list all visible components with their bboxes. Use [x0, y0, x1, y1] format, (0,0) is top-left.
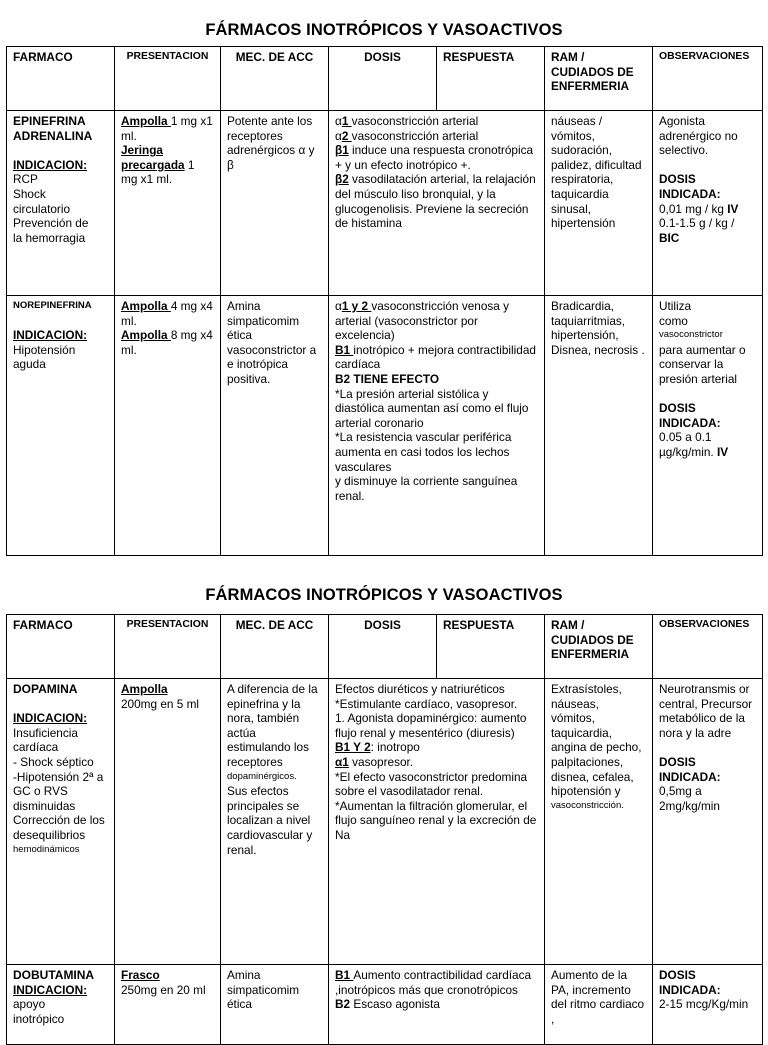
receptor-label: B1 [335, 968, 354, 982]
mechanism-cell [221, 679, 329, 965]
dosis-text: vasoconstricción venosa y arterial (vasoconstrictor por excelencia) [335, 299, 510, 343]
drug-cell-dobutamina [7, 965, 115, 1045]
presentation-cell [115, 965, 221, 1045]
dosis-cell [329, 965, 545, 1045]
dosis-cell [329, 679, 545, 965]
header-mec-acc: MEC. DE ACC [221, 615, 329, 679]
dosis-text: inotrópico + mejora contractibilidad cardíaca [335, 342, 536, 372]
drug-cell-epinefrina [7, 111, 115, 296]
ram-cell [545, 679, 653, 965]
indication-item: inotrópico [13, 1011, 65, 1026]
dosis-indicada-label: DOSIS INDICADA: [659, 968, 721, 997]
dosis-indicada-label: DOSIS INDICADA: [659, 401, 721, 430]
receptor-label: 1 [341, 114, 352, 128]
table-row [7, 965, 763, 1045]
drug-name: NOREPINEFRINA [13, 300, 92, 311]
table-header-row [7, 47, 763, 111]
receptor-label: 1 [342, 754, 349, 769]
indication-item: RCP [13, 172, 38, 187]
receptor-label: 2 [341, 128, 352, 143]
drug-cell-norepinefrina [7, 296, 115, 556]
receptor-label: β1 [335, 143, 349, 158]
table-row [7, 679, 763, 965]
indication-item: Corrección de los desequilibrios [13, 813, 105, 842]
receptor-label: B2 TIENE EFECTO [335, 371, 440, 386]
mechanism-cell: Amina simpaticomim ética [221, 965, 329, 1045]
table-row [7, 296, 763, 556]
dosis-text: *El efecto vasoconstrictor predomina sobre el vasodilatador renal. [335, 769, 528, 799]
mechanism-cell: Potente ante los receptores adrenérgicos α y β [221, 111, 329, 296]
dosis-cell [329, 296, 545, 556]
header-observaciones: OBSERVACIONES [653, 615, 763, 679]
observation-text: Agonista adrenérgico no selectivo. [659, 114, 738, 158]
drug-cell-dopamina [7, 679, 115, 965]
indication-item: Shock [13, 186, 46, 201]
dosis-indicada-label: DOSIS INDICADA: [659, 754, 721, 784]
mechanism-text: dopaminérgicos. [227, 770, 297, 782]
dosis-cell [329, 111, 545, 296]
alpha-symbol: α [335, 754, 343, 769]
receptor-label: B2 [335, 997, 354, 1012]
header-farmaco: FARMACO [7, 615, 115, 679]
dosis-text: *Aumentan la filtración glomerular, el flujo sanguíneo renal y la excreción de Na [335, 798, 537, 842]
drug-name: EPINEFRINA [13, 114, 86, 128]
indication-label: INDICACION: [13, 328, 88, 343]
dose-value: 0.1-1.5 g / kg / [659, 216, 735, 231]
indication-item: aguda [13, 357, 46, 372]
receptor-label: 1 y 2 [341, 299, 372, 313]
header-ram: RAM / CUDIADOS DE ENFERMERIA [545, 47, 653, 111]
indication-item: Insuficiencia cardíaca [13, 725, 78, 755]
observations-cell [653, 965, 763, 1045]
mechanism-cell: Amina simpaticomim ética vasoconstrictor a e inotrópica positiva. [221, 296, 329, 556]
presentation-cell [115, 111, 221, 296]
drug-table-2 [6, 614, 763, 1045]
indication-item: - Shock séptico [13, 754, 94, 769]
alpha-symbol: α [335, 128, 342, 143]
dosis-text: Aumento contractibilidad cardíaca ,inotrópicos más que cronotrópicos [335, 968, 532, 997]
presentation-text: 4 mg x4 ml. [121, 299, 213, 328]
dose-value: 0,01 mg / kg [659, 201, 728, 216]
ram-cell: Aumento de la PA, incremento del ritmo cardiaco , [545, 965, 653, 1045]
dosis-text: : inotropo [370, 740, 420, 755]
drug-name: DOBUTAMINA [13, 968, 95, 982]
header-respuesta: RESPUESTA [437, 615, 545, 679]
indication-item: -Hipotensión 2ª a GC o RVS disminuidas [13, 769, 104, 813]
dosis-text: *Estimulante cardíaco, vasopresor. [335, 696, 518, 711]
drug-table-1 [6, 46, 763, 556]
observation-text: vasoconstrictor [659, 329, 723, 341]
table-row [7, 111, 763, 296]
ram-cell: náuseas / vómitos, sudoración, palidez, dificultad respiratoria, taquicardia sinusal, hipertensión [545, 111, 653, 296]
observation-text: Neurotransmis or central, Precursor metabólico de la nora y la adre [659, 682, 753, 740]
dosis-text: 1. Agonista dopaminérgico: aumento flujo renal y mesentérico (diuresis) [335, 711, 527, 740]
dosis-text: Escaso agonista [353, 997, 440, 1012]
indication-item: Hipotensión [13, 342, 76, 357]
alpha-symbol: α [335, 299, 342, 313]
header-presentacion: PRESENTACION [115, 615, 221, 679]
dosis-text: induce una respuesta cronotrópica + y un efecto inotrópico +. [335, 143, 534, 172]
dosis-text: *La presión arterial sistólica y diastólica aumentan así como el flujo arterial coronario [335, 386, 529, 430]
presentation-text: 1 mg x1 ml. [121, 114, 213, 143]
indication-label: INDICACION: [13, 711, 88, 726]
header-dosis: DOSIS [329, 615, 437, 679]
dosis-text: vasopresor. [348, 754, 414, 769]
dosis-text: vasoconstricción arterial [351, 128, 479, 143]
dosis-text: y disminuye la corriente sanguínea renal. [335, 474, 518, 503]
header-ram: RAM / CUDIADOS DE ENFERMERIA [545, 615, 653, 679]
indication-item: apoyo [13, 997, 46, 1012]
indication-item: Prevención de [13, 216, 89, 231]
alpha-symbol: α [335, 114, 342, 128]
table-header-row [7, 615, 763, 679]
presentation-label: Ampolla [121, 299, 171, 313]
route-label: IV [727, 201, 739, 216]
indication-item: hemodinámicos [13, 843, 80, 855]
receptor-label: B1 Y 2 [335, 740, 371, 755]
mechanism-text: A diferencia de la epinefrina y la nora, también actúa estimulando los receptores [227, 682, 318, 769]
indication-label: INDICACION: [13, 157, 88, 172]
indication-item: la hemorragia [13, 230, 86, 245]
presentation-label: Frasco [121, 968, 160, 982]
dose-value: 2-15 mcg/Kg/min [659, 997, 749, 1012]
ram-cell: Bradicardia, taquiarritmias, hipertensión, Disnea, necrosis . [545, 296, 653, 556]
presentation-text: 8 mg x4 ml. [121, 328, 213, 357]
observation-text: para aumentar o conservar la presión arterial [659, 342, 746, 386]
dose-value: 0,5mg a 2mg/kg/min [659, 784, 720, 813]
presentation-cell [115, 679, 221, 965]
observations-cell [653, 111, 763, 296]
presentation-text: 1 mg x1 ml. [121, 157, 195, 187]
page-title-repeat: FÁRMACOS INOTRÓPICOS Y VASOACTIVOS [205, 586, 563, 604]
dosis-text: vasoconstricción arterial [351, 114, 479, 128]
indication-label: INDICACION: [13, 982, 88, 997]
header-presentacion: PRESENTACION [115, 47, 221, 111]
route-label: BIC [659, 230, 680, 245]
drug-name: DOPAMINA [13, 682, 78, 696]
dosis-text: *La resistencia vascular periférica aumenta en casi todos los lechos vasculares [335, 430, 512, 474]
dosis-text: Efectos diuréticos y natriuréticos [335, 682, 505, 696]
dosis-indicada-label: DOSIS INDICADA: [659, 172, 721, 201]
observation-text: Utiliza [659, 299, 692, 313]
dosis-text: vasodilatación arterial, la relajación del músculo liso bronquial, y la glucogenolisis. Previene la secreción de histamina [335, 172, 536, 231]
receptor-label: B1 [335, 342, 354, 357]
observations-cell [653, 679, 763, 965]
page-title: FÁRMACOS INOTRÓPICOS Y VASOACTIVOS [205, 21, 563, 39]
route-label: IV [716, 444, 729, 459]
header-mec-acc: MEC. DE ACC [221, 47, 329, 111]
ram-text: vasoconstricción. [551, 799, 624, 811]
observation-text: como [659, 313, 688, 328]
ram-text: Extrasístoles, náuseas, vómitos, taquicardia, angina de pecho, palpitaciones, disnea, cefalea, hipotensión y [551, 682, 642, 799]
receptor-label: β2 [335, 172, 349, 187]
mechanism-text: Sus efectos principales se localizan a nivel cardiovascular y renal. [227, 784, 313, 857]
presentation-label: Jeringa precargada [121, 143, 185, 172]
presentation-label: Ampolla [121, 114, 171, 128]
observations-cell [653, 296, 763, 556]
header-respuesta: RESPUESTA [437, 47, 545, 111]
presentation-text: 200mg en 5 ml [121, 696, 200, 711]
dose-value: 0.05 a 0.1 µg/kg/min. [659, 430, 717, 459]
presentation-text: 250mg en 20 ml [121, 982, 206, 997]
header-observaciones: OBSERVACIONES [653, 47, 763, 111]
header-farmaco: FARMACO [7, 47, 115, 111]
indication-item: circulatorio [13, 201, 71, 216]
presentation-label: Ampolla [121, 682, 168, 696]
presentation-label: Ampolla [121, 328, 171, 343]
header-dosis: DOSIS [329, 47, 437, 111]
drug-name-alt: ADRENALINA [13, 128, 93, 143]
presentation-cell [115, 296, 221, 556]
